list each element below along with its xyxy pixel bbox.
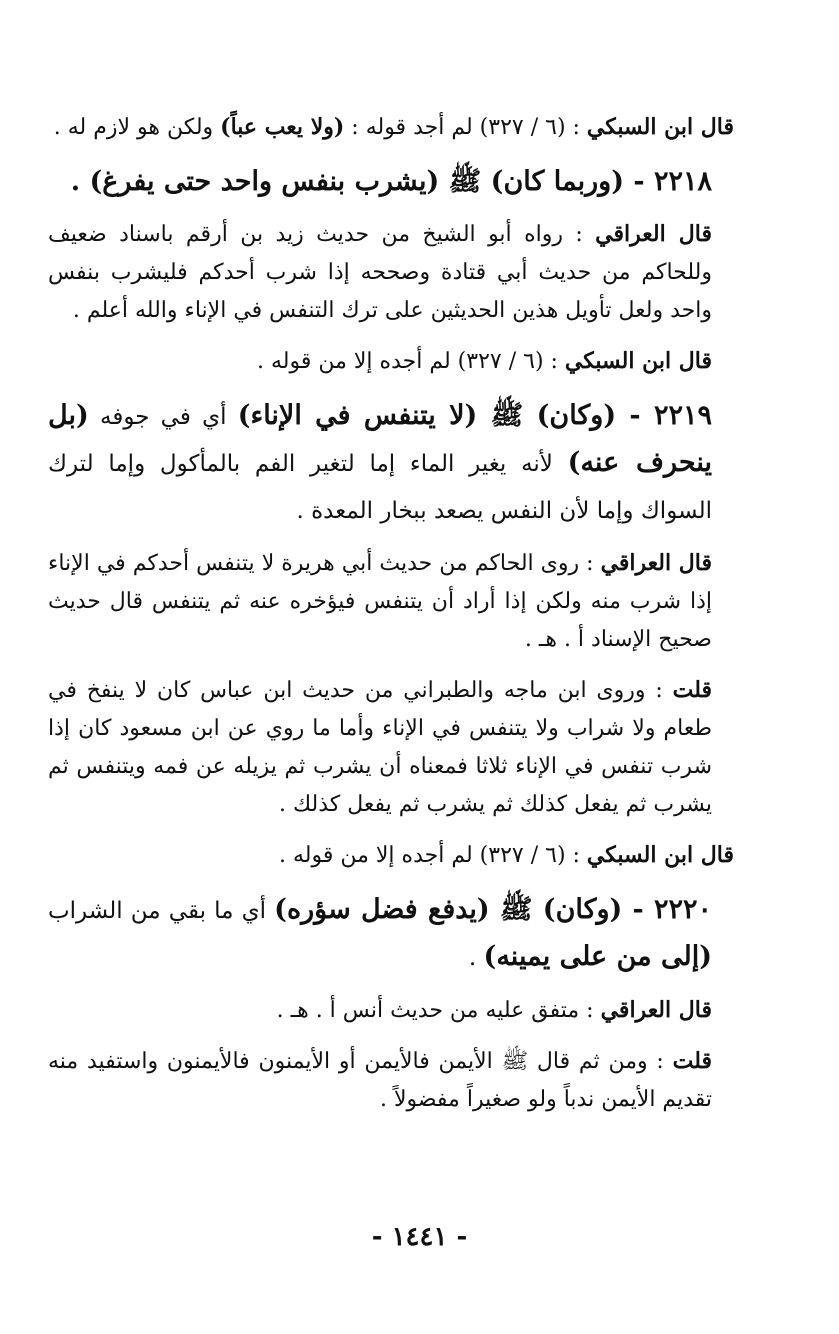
hadith-bold-text: ٢٢٢٠ - (وكان) ﷺ (يدفع فضل سؤره) xyxy=(274,894,712,925)
hadith-plain-text: أي في جوفه xyxy=(88,404,238,430)
hadith-plain-text-2: لأنه يغير الماء إما لتغير الفم بالمأكول وإما لترك السواك وإما لأن النفس يصعد ببخار المعدة . xyxy=(48,451,712,524)
hadith-plain-text-2: . xyxy=(468,945,484,971)
paragraph-text: : (٦ / ٣٢٧) لم أجده إلا من قوله . xyxy=(257,349,565,374)
quoted-phrase: (ولا يعب عباً) xyxy=(220,114,345,140)
paragraph-text: : رواه أبو الشيخ من حديث زيد بن أرقم باسناد ضعيف وللحاكم من حديث أبي قتادة وصححه إذا شرب أحدكم فليشرب بنفس واحد ولعل تأويل هذين الحديثين على ترك التنفس في الإناء والله أعلم . xyxy=(48,222,712,323)
hadith-heading-2219 xyxy=(48,393,734,534)
page-number: - ١٤٤١ - xyxy=(371,1222,468,1252)
hadith-bold-text-2: (بل ينحرف عنه) xyxy=(48,400,712,478)
paragraph-ibn-subki-3 xyxy=(48,836,734,875)
speaker-label: قال ابن السبكي xyxy=(564,348,712,374)
hadith-bold-text: ٢٢١٩ - (وكان) ﷺ (لا يتنفس في الإناء) xyxy=(237,400,712,431)
paragraph-text: : روى الحاكم من حديث أبي هريرة لا يتنفس أحدكم في الإناء إذا شرب منه ولكن إذا أراد أن يتنفس فيؤخره عنه ثم يتنفس قال حديث صحيح الإسناد أ . هـ . xyxy=(48,551,712,652)
hadith-heading-2218: ٢٢١٨ - (وربما كان) ﷺ (يشرب بنفس واحد حتى يفرغ) . xyxy=(70,166,712,197)
paragraph-qultu-2 xyxy=(48,1042,734,1119)
paragraph-ibn-subki-1 xyxy=(48,108,734,147)
paragraph-iraqi-1 xyxy=(48,215,734,330)
paragraph-ibn-subki-2 xyxy=(48,342,734,381)
speaker-label: قال العراقي xyxy=(600,550,712,576)
speaker-label: قلت xyxy=(672,677,712,703)
speaker-label: قال العراقي xyxy=(595,221,712,247)
hadith-heading-2220 xyxy=(48,887,734,981)
paragraph-iraqi-3 xyxy=(48,991,734,1030)
speaker-label: قلت xyxy=(672,1048,712,1074)
hadith-bold-text-2: (إلى من على يمينه) xyxy=(483,941,712,972)
hadith-plain-text: أي ما بقي من الشراب xyxy=(48,898,275,924)
speaker-label: قال العراقي xyxy=(600,997,712,1023)
paragraph-text: : متفق عليه من حديث أنس أ . هـ . xyxy=(276,998,601,1023)
paragraph-text: : ومن ثم قال ﷺ الأيمن فالأيمن أو الأيمنون فالأيمنون واستفيد منه تقديم الأيمن ندباً ولو صغيراً مفضولاً . xyxy=(48,1049,712,1112)
paragraph-qultu-1 xyxy=(48,671,734,824)
page-body xyxy=(48,108,734,1131)
paragraph-text: : (٦ / ٣٢٧) لم أجد قوله : xyxy=(344,115,587,140)
speaker-label: قال ابن السبكي xyxy=(586,114,734,140)
paragraph-iraqi-2 xyxy=(48,544,734,659)
paragraph-text-tail: ولكن هو لازم له . xyxy=(53,115,221,140)
paragraph-text: : (٦ / ٣٢٧) لم أجده إلا من قوله . xyxy=(279,843,587,868)
paragraph-text: : وروى ابن ماجه والطبراني من حديث ابن عباس كان لا ينفخ في طعام ولا شراب ولا يتنفس في الإناء وأما ما روي عن ابن مسعود كان إذا شرب تنفس في الإناء ثلاثا فمعناه أن يشرب ثم يزيله عن فمه ويتنفس ثم يشرب ثم يفعل كذلك ثم يشرب ثم يفعل كذلك . xyxy=(48,678,712,817)
speaker-label: قال ابن السبكي xyxy=(586,842,734,868)
